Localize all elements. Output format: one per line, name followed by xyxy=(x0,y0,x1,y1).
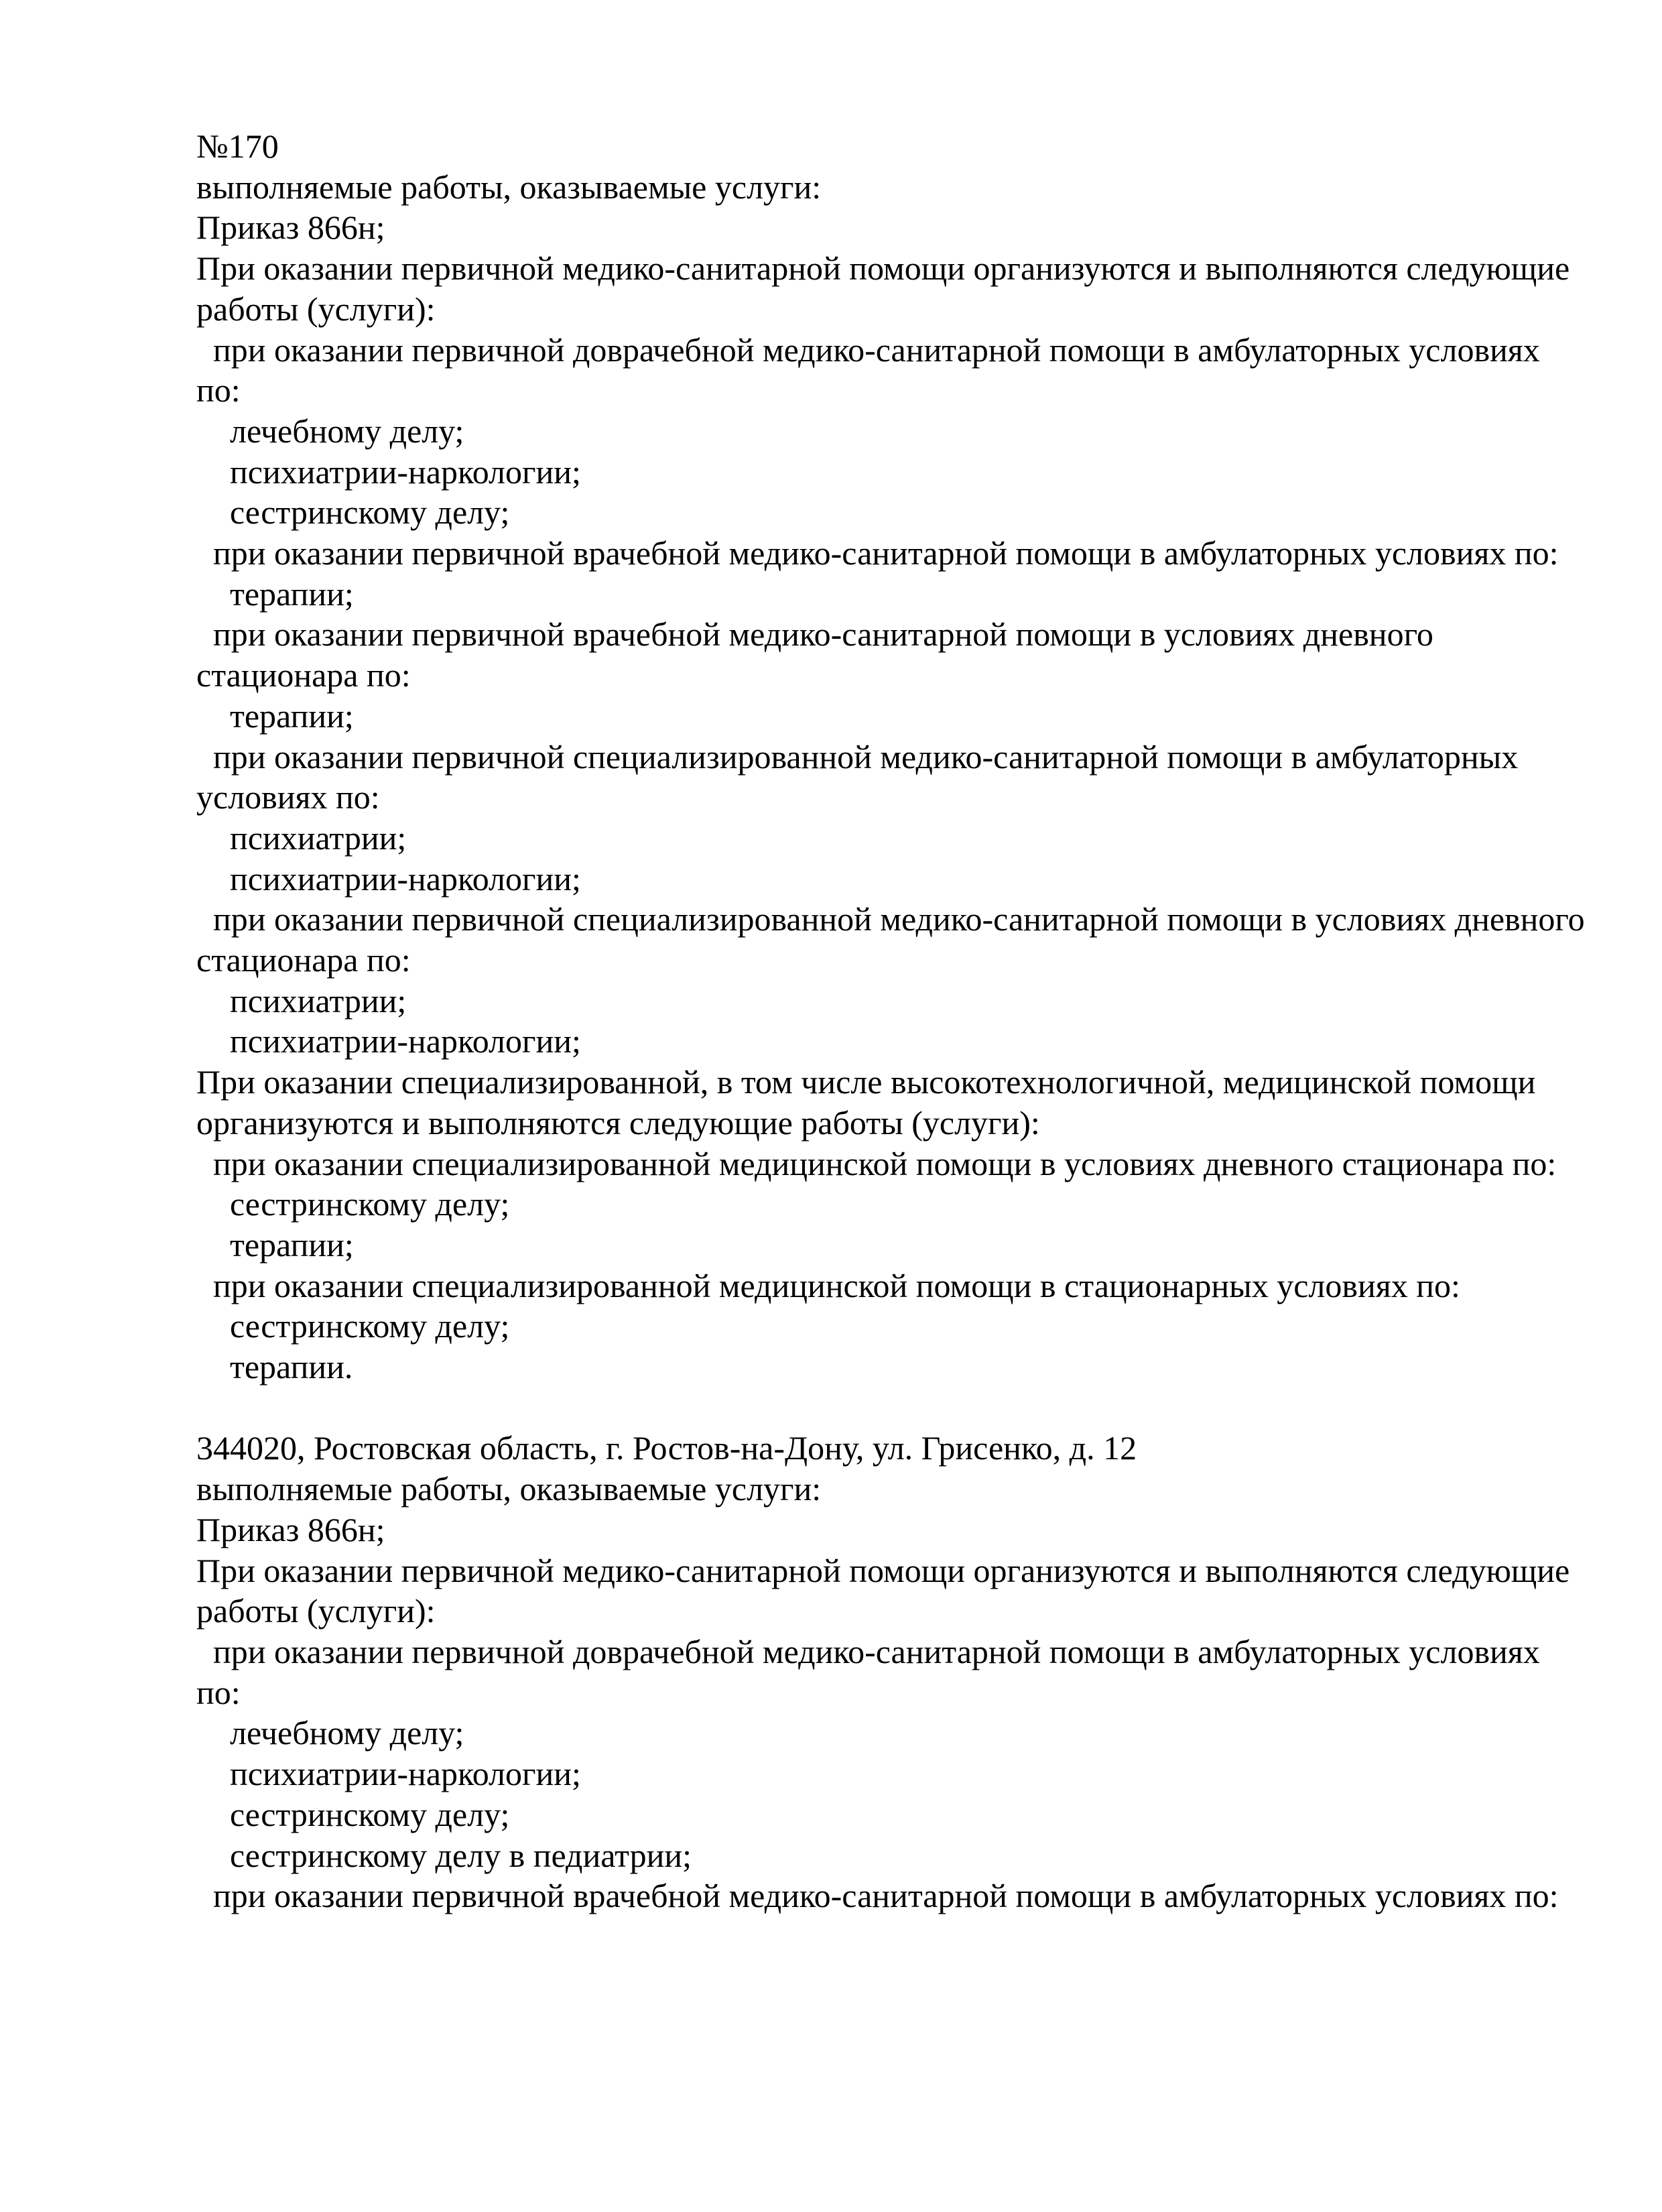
document-line: сестринскому делу; xyxy=(196,1795,510,1833)
document-line: по: xyxy=(196,371,241,410)
document-line: условиях по: xyxy=(196,778,380,816)
document-line: сестринскому делу; xyxy=(196,1307,510,1345)
document-line: при оказании первичной специализированной медико-санитарной помощи в амбулаторных xyxy=(196,737,1519,776)
document-line: выполняемые работы, оказываемые услуги: xyxy=(196,1470,822,1508)
document-line: Приказ 866н; xyxy=(196,208,385,247)
document-line: психиатрии-наркологии; xyxy=(196,859,581,898)
license-works-text-block xyxy=(196,126,1585,1916)
license-number-line: №170 xyxy=(196,127,279,165)
document-line: при оказании специализированной медицинской помощи в стационарных условиях по: xyxy=(196,1266,1460,1304)
document-line: сестринскому делу; xyxy=(196,493,510,532)
document-line: сестринскому делу; xyxy=(196,1185,510,1223)
document-line: по: xyxy=(196,1673,241,1711)
document-line: стационара по: xyxy=(196,656,411,694)
document-line: психиатрии; xyxy=(196,981,407,1020)
document-line: психиатрии-наркологии; xyxy=(196,1755,581,1793)
document-line: при оказании первичной врачебной медико-санитарной помощи в амбулаторных условиях по: xyxy=(196,534,1559,572)
document-line: при оказании первичной специализированной медико-санитарной помощи в условиях дневного xyxy=(196,900,1585,938)
document-line: при оказании первичной врачебной медико-санитарной помощи в условиях дневного xyxy=(196,615,1433,654)
document-line: сестринскому делу в педиатрии; xyxy=(196,1836,692,1874)
document-line: При оказании первичной медико-санитарной помощи организуются и выполняются следующие xyxy=(196,1551,1570,1589)
document-line: при оказании первичной доврачебной медико-санитарной помощи в амбулаторных условиях xyxy=(196,1633,1540,1670)
address-line: 344020, Ростовская область, г. Ростов-на-Дону, ул. Грисенко, д. 12 xyxy=(196,1429,1137,1467)
document-line: лечебному делу; xyxy=(196,1714,464,1752)
document-line: терапии. xyxy=(196,1348,353,1386)
document-line: работы (услуги): xyxy=(196,290,436,328)
document-line: психиатрии-наркологии; xyxy=(196,1022,581,1060)
document-line: терапии; xyxy=(196,696,354,735)
document-line: Приказ 866н; xyxy=(196,1510,385,1548)
document-line: стационара по: xyxy=(196,941,411,979)
document-line: работы (услуги): xyxy=(196,1592,436,1630)
document-line: психиатрии-наркологии; xyxy=(196,452,581,491)
document-line: терапии; xyxy=(196,574,354,613)
document-line: психиатрии; xyxy=(196,818,407,857)
document-line: при оказании специализированной медицинской помощи в условиях дневного стационара по: xyxy=(196,1144,1557,1182)
document-line: При оказании первичной медико-санитарной помощи организуются и выполняются следующие xyxy=(196,249,1570,288)
document-line: выполняемые работы, оказываемые услуги: xyxy=(196,168,822,206)
document-line: лечебному делу; xyxy=(196,412,464,450)
blank-line xyxy=(196,1388,1585,1428)
document-line: при оказании первичной доврачебной медико-санитарной помощи в амбулаторных условиях xyxy=(196,330,1540,369)
document-line: При оказании специализированной, в том числе высокотехнологичной, медицинской помощи xyxy=(196,1063,1536,1101)
document-line: организуются и выполняются следующие работы (услуги): xyxy=(196,1103,1040,1142)
document-line: при оказании первичной врачебной медико-санитарной помощи в амбулаторных условиях по: xyxy=(196,1877,1559,1915)
document-line: терапии; xyxy=(196,1225,354,1264)
